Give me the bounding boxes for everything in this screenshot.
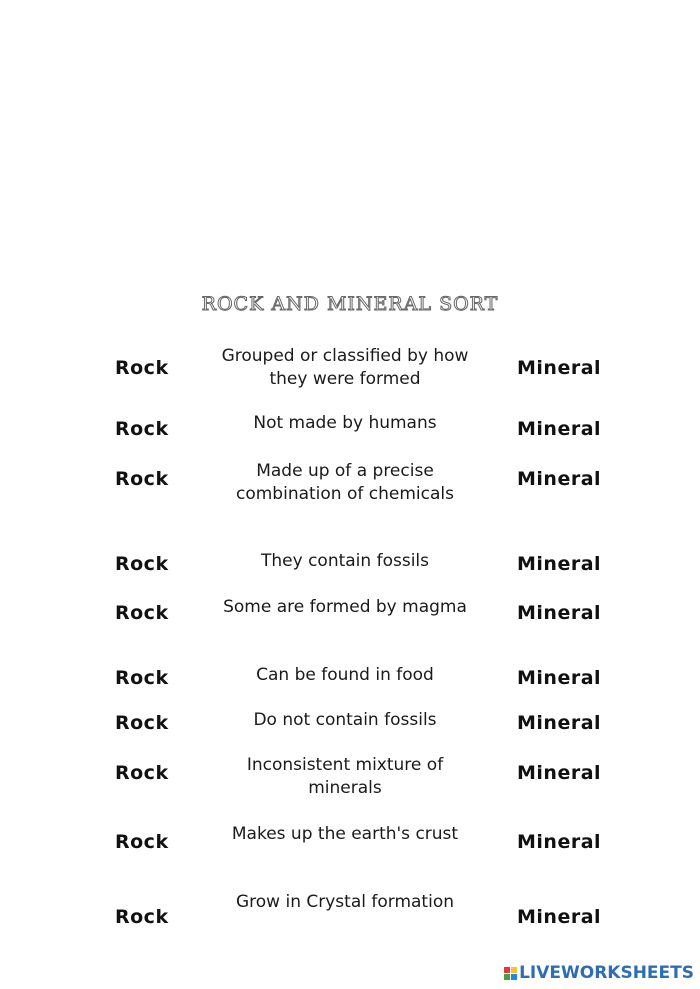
statement: Do not contain fossils — [253, 710, 437, 730]
statement: Not made by humans — [253, 413, 437, 433]
rock-option[interactable]: Rock — [115, 418, 169, 440]
mineral-option[interactable]: Mineral — [517, 468, 602, 490]
mineral-option[interactable]: Mineral — [517, 357, 602, 379]
rock-option[interactable]: Rock — [115, 357, 169, 379]
liveworksheets-icon — [504, 967, 517, 980]
mineral-option[interactable]: Mineral — [517, 667, 602, 689]
rock-option[interactable]: Rock — [115, 602, 169, 624]
mineral-option[interactable]: Mineral — [517, 762, 602, 784]
statement: Grow in Crystal formation — [235, 892, 454, 912]
statement: Grouped or classified by how they were formed — [221, 346, 469, 389]
rock-option[interactable]: Rock — [115, 762, 169, 784]
mineral-option[interactable]: Mineral — [517, 906, 602, 928]
mineral-option[interactable]: Mineral — [517, 553, 602, 575]
mineral-option[interactable]: Mineral — [517, 418, 602, 440]
statement: Made up of a precise combination of chemicals — [236, 461, 454, 504]
mineral-option[interactable]: Mineral — [517, 712, 602, 734]
rock-option[interactable]: Rock — [115, 906, 169, 928]
liveworksheets-brand: LIVEWORKSHEETS — [519, 963, 694, 983]
mineral-option[interactable]: Mineral — [517, 602, 602, 624]
statement: They contain fossils — [261, 551, 429, 571]
rock-option[interactable]: Rock — [115, 468, 169, 490]
statement: Can be found in food — [256, 665, 434, 685]
statement: Some are formed by magma — [223, 597, 467, 617]
rock-option[interactable]: Rock — [115, 667, 169, 689]
liveworksheets-logo — [504, 963, 694, 983]
statement: Inconsistent mixture of minerals — [246, 755, 444, 798]
rock-option[interactable]: Rock — [115, 712, 169, 734]
statement: Makes up the earth's crust — [231, 824, 459, 844]
rock-option[interactable]: Rock — [115, 553, 169, 575]
worksheet-title: ROCK AND MINERAL SORT — [201, 293, 499, 315]
rock-option[interactable]: Rock — [115, 831, 169, 853]
mineral-option[interactable]: Mineral — [517, 831, 602, 853]
